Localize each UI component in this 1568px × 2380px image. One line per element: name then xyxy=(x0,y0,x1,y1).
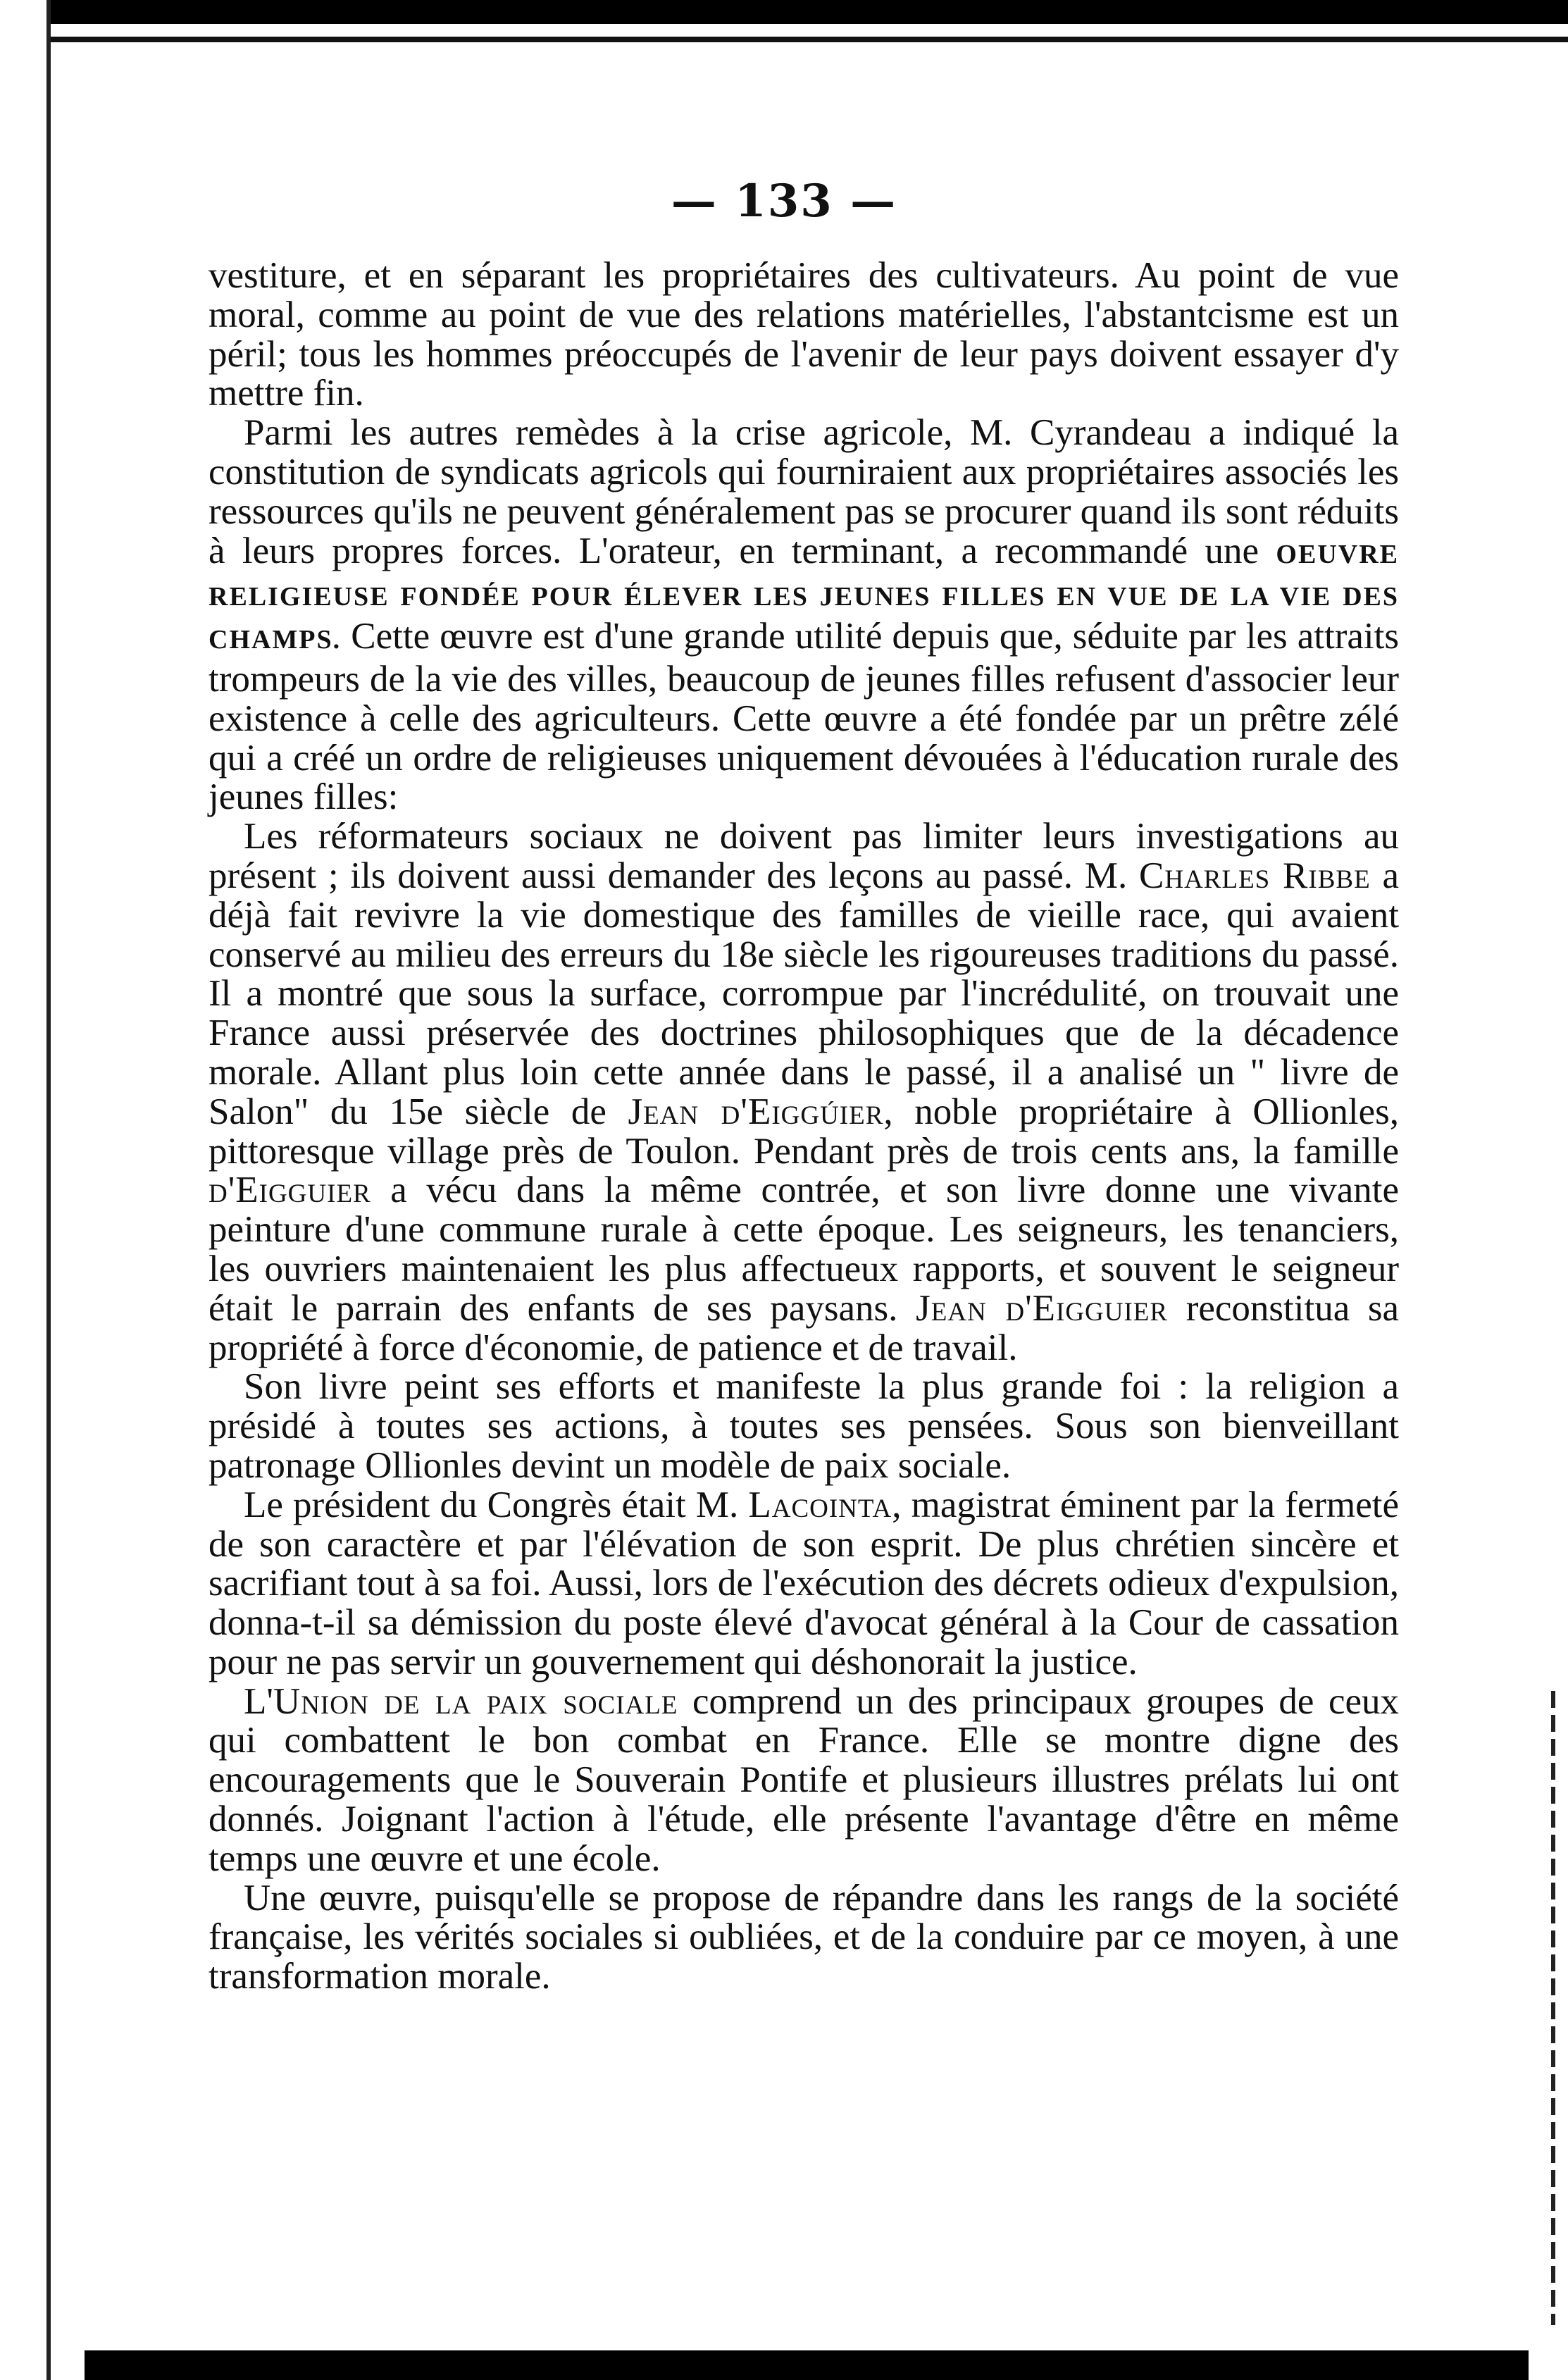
oeuvre-religieuse-phrase: OEUVRE RELIGIEUSE FONDÉE POUR ÉLEVER LES JEUNES FILLES EN VUE DE LA VIE DES CHAMPS. xyxy=(209,539,1399,655)
paragraph-3-text: Son livre peint ses efforts et manifeste la plus grande foi : la religion a présidé à toutes ses actions, à toutes ses pensées. Sous son bienveillant patronage Ollionles devint un modèle de paix sociale. xyxy=(209,1366,1399,1486)
paragraph-5-text-c: comprend un des principaux groupes de ceux qui combattent le bon combat en France. Elle se montre digne des encouragements que le Souverain Pontife et plusieurs illustres prélats lui ont donnés. Joignant l'action à l'étude, elle présente l'avantage d'être en même temps une œuvre et une école. xyxy=(209,1680,1399,1879)
paragraph-2-text-e: , noble propriétaire à Ollionles, pittoresque village près de Toulon. Pendant près de trois cents ans, la famille xyxy=(209,1091,1399,1172)
paragraph-0 xyxy=(209,256,1399,414)
left-border-rule xyxy=(46,0,51,2380)
bottom-border-rule xyxy=(85,2350,1529,2380)
paragraph-4 xyxy=(209,1486,1399,1682)
paragraph-6 xyxy=(209,1879,1399,1997)
paragraph-6-text: Une œuvre, puisqu'elle se propose de répandre dans les rangs de la société française, les vérités sociales si oubliées, et de la conduire par ce moyen, à une transformation morale. xyxy=(209,1877,1399,1997)
paragraph-1-text-c: Cette œuvre est d'une grande utilité depuis que, séduite par les attraits trompeurs de la vie des villes, beaucoup de jeunes filles refusent d'associer leur existence à celle des agriculteurs. Cette œuvre a été fondée par un prêtre zélé qui a créé un ordre de religieuses uniquement dévouées à l'éducation rurale des jeunes filles: xyxy=(209,616,1399,818)
paragraph-2-text-i: reconstitua sa propriété à force d'économie, de patience et de travail. xyxy=(209,1287,1399,1368)
paragraph-2 xyxy=(209,817,1399,1368)
top-border-rule xyxy=(49,0,1568,24)
paragraph-1-text-a: Parmi les autres remèdes à la crise agricole, M. Cyrandeau a indiqué la constitution de syndicats agricols qui fourniraient aux propriétaires associés les ressources qu'ils ne peuvent généralement pas se procurer quand ils sont réduits à leurs propres forces. L'orateur, en terminant, a recommandé une xyxy=(209,412,1399,571)
paragraph-2-text-c: a déjà fait revivre la vie domestique des familles de vieille race, qui avaient conservé au milieu des erreurs du 18e siècle les rigoureuses traditions du passé. Il a montré que sous la surface, corrompue par l'incrédulité, on trouvait une France aussi préservée des doctrines philosophiques que de la décadence morale. Allant plus loin cette année dans le passé, il a analisé un " livre de Salon" du 15e siècle de xyxy=(209,855,1400,1132)
top-border-thin-rule xyxy=(49,37,1568,42)
paragraph-4-text-a: Le président du Congrès était M. xyxy=(244,1484,749,1525)
paragraph-2-text-g: a vécu dans la même contrée, et son livre donne une vivante peinture d'une commune rurale à cette époque. Les seigneurs, les tenanciers, les ouvriers maintenaient les plus affectueux rapports, et souvent le seigneur était le parrain des enfants de ses paysans. xyxy=(209,1170,1399,1329)
paragraph-5-text-a: L' xyxy=(244,1680,273,1722)
name-charles-ribbe: Charles Ribbe xyxy=(1139,855,1371,896)
paragraph-1 xyxy=(209,414,1399,817)
name-deigguier: d'Eigguier xyxy=(209,1170,371,1211)
name-union-paix-sociale: Union de la paix sociale xyxy=(273,1680,678,1722)
page-number: — 133 — xyxy=(671,175,897,228)
paragraph-0-text: vestiture, et en séparant les propriétaires des cultivateurs. Au point de vue moral, comme au point de vue des relations matérielles, l'abstantcisme est un péril; tous les hommes préoccupés de l'avenir de leur pays doivent essayer d'y mettre fin. xyxy=(209,255,1399,414)
paragraph-3 xyxy=(209,1368,1399,1485)
body-text xyxy=(209,256,1399,1997)
paragraph-5 xyxy=(209,1682,1399,1879)
paragraph-2-text-a: Les réformateurs sociaux ne doivent pas limiter leurs investigations au présent ; ils doivent aussi demander des leçons au passé. M. xyxy=(209,816,1399,896)
right-border-dashes xyxy=(1551,1691,1555,2325)
name-jean-deigguier-1: Jean d'Eiggúier xyxy=(628,1091,884,1132)
name-jean-deigguier-2: Jean d'Eigguier xyxy=(916,1287,1169,1329)
name-lacointa: Lacointa xyxy=(748,1484,892,1525)
paragraph-4-text-c: , magistrat éminent par la fermeté de son caractère et par l'élévation de son esprit. De plus chrétien sincère et sacrifiant tout à sa foi. Aussi, lors de l'exécution des décrets odieux d'expulsion, donna-t-il sa démission du poste élevé d'avocat général à la Cour de cassation pour ne pas servir un gouvernement qui déshonorait la justice. xyxy=(209,1484,1399,1682)
